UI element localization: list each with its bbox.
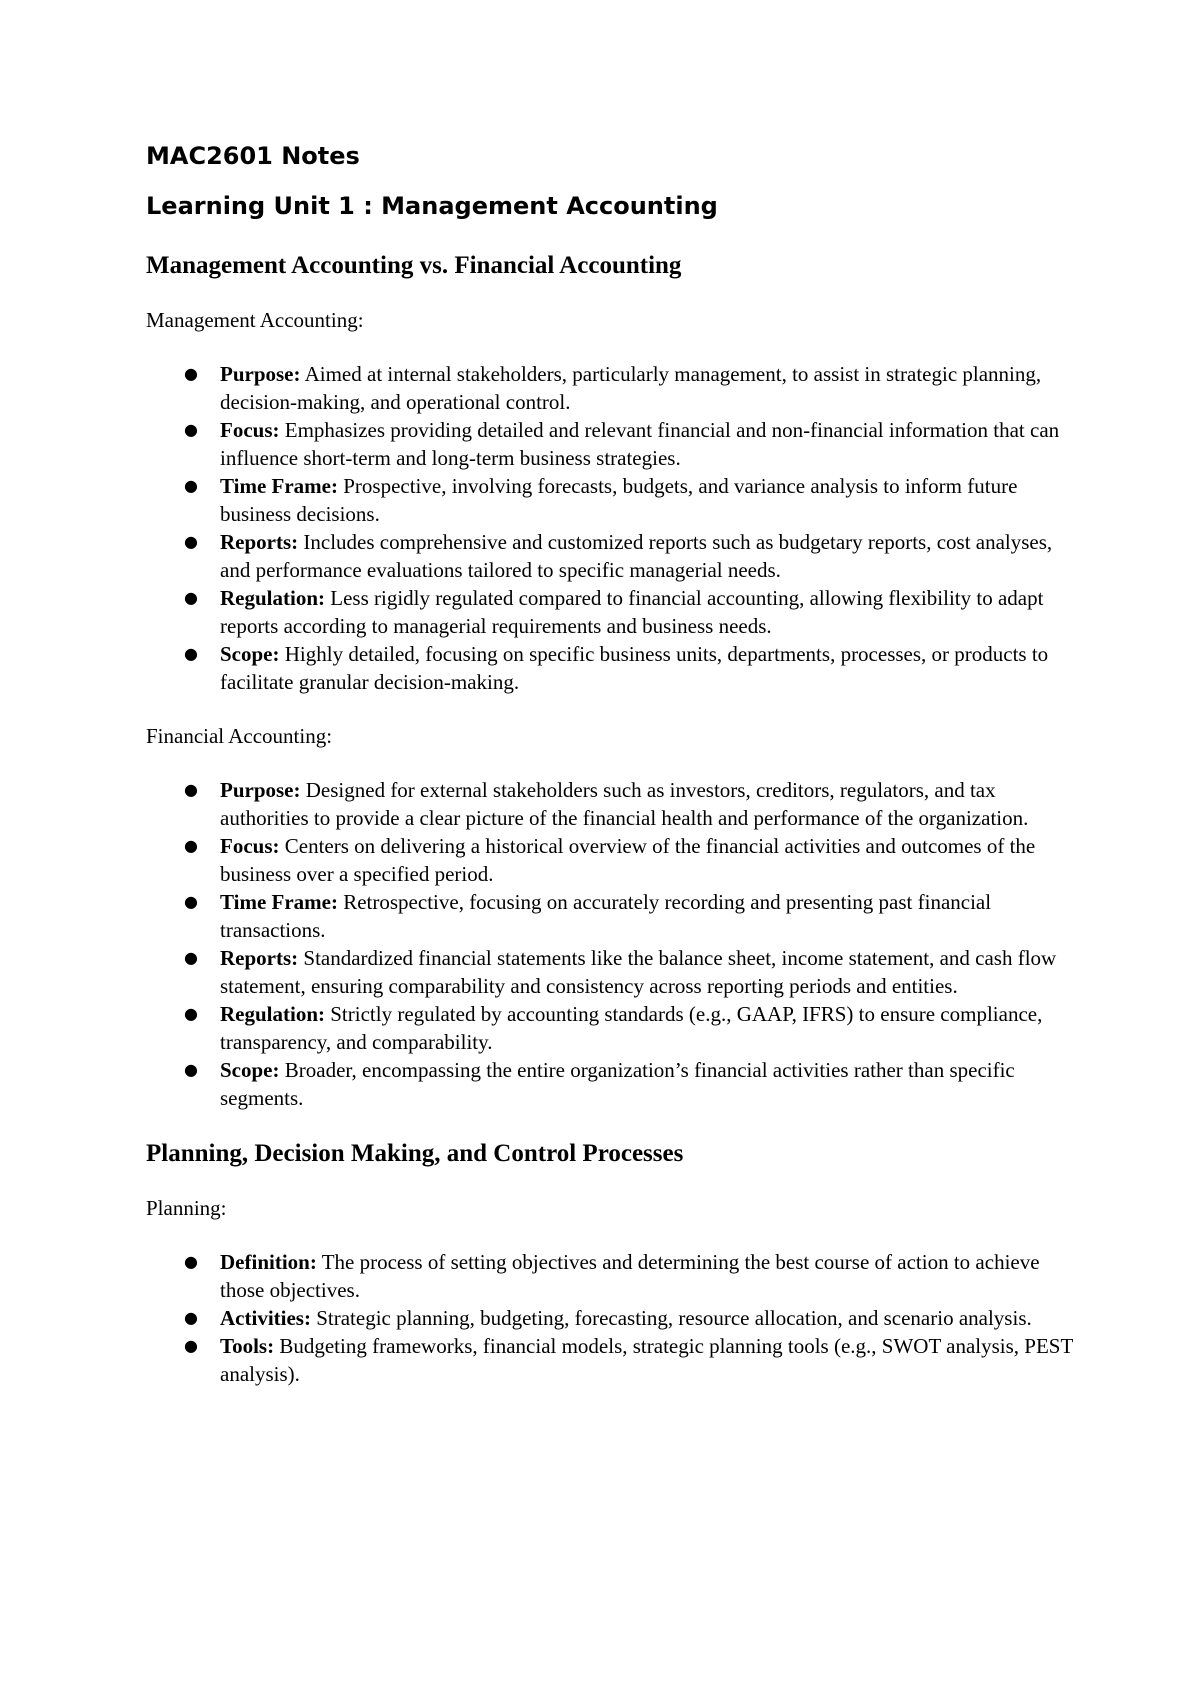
item-term: Tools: [220,1334,275,1358]
bullet-icon: ● [184,532,198,551]
item-text: The process of setting objectives and determining the best course of action to achieve those objectives. [220,1250,1040,1302]
item-text: Designed for external stakeholders such as investors, creditors, regulators, and tax authorities to provide a clear picture of the financial health and performance of the organization. [220,778,1029,830]
financial-accounting-list [146,776,1076,1112]
bullet-icon: ● [184,644,198,663]
document-title: MAC2601 Notes [146,142,360,170]
item-term: Focus: [220,834,280,858]
item-term: Activities: [220,1306,311,1330]
subheading-management-accounting: Management Accounting: [146,308,364,332]
item-text: Strategic planning, budgeting, forecasting, resource allocation, and scenario analysis. [316,1306,1032,1330]
list-item [146,1248,1076,1304]
list-item [146,944,1076,1000]
planning-list [146,1248,1076,1388]
list-item [146,528,1076,584]
item-term: Time Frame: [220,890,338,914]
bullet-icon: ● [184,948,198,967]
item-term: Regulation: [220,1002,325,1026]
item-text: Broader, encompassing the entire organization’s financial activities rather than specific segments. [220,1058,1015,1110]
bullet-icon: ● [184,588,198,607]
bullet-icon: ● [184,1252,198,1271]
list-item [146,1000,1076,1056]
item-term: Purpose: [220,362,301,386]
item-term: Scope: [220,642,280,666]
list-item [146,416,1076,472]
item-text: Standardized financial statements like the balance sheet, income statement, and cash flow statement, ensuring comparability and consistency across reporting periods and entities. [220,946,1057,998]
list-item [146,472,1076,528]
list-item [146,888,1076,944]
item-text: Retrospective, focusing on accurately recording and presenting past financial transactions. [220,890,992,942]
subheading-financial-accounting: Financial Accounting: [146,724,333,748]
item-term: Definition: [220,1250,317,1274]
item-text: Budgeting frameworks, financial models, strategic planning tools (e.g., SWOT analysis, PEST analysis). [220,1334,1073,1386]
bullet-icon: ● [184,1004,198,1023]
list-item [146,1304,1076,1332]
item-text: Highly detailed, focusing on specific business units, departments, processes, or products to facilitate granular decision-making. [220,642,1049,694]
item-term: Focus: [220,418,280,442]
item-text: Includes comprehensive and customized reports such as budgetary reports, cost analyses, and performance evaluations tailored to specific managerial needs. [220,530,1053,582]
bullet-icon: ● [184,1308,198,1327]
bullet-icon: ● [184,420,198,439]
bullet-icon: ● [184,1336,198,1355]
list-item [146,776,1076,832]
item-term: Time Frame: [220,474,338,498]
list-item [146,640,1076,696]
item-term: Regulation: [220,586,325,610]
document-body [146,140,1076,1414]
section-heading-planning-decision-control: Planning, Decision Making, and Control Processes [146,1140,684,1167]
item-text: Centers on delivering a historical overview of the financial activities and outcomes of the business over a specified period. [220,834,1036,886]
list-item [146,360,1076,416]
bullet-icon: ● [184,476,198,495]
unit-title: Learning Unit 1 : Management Accounting [146,192,718,220]
list-item [146,1332,1076,1388]
bullet-icon: ● [184,364,198,383]
bullet-icon: ● [184,892,198,911]
item-term: Scope: [220,1058,280,1082]
subheading-planning: Planning: [146,1196,227,1220]
management-accounting-list [146,360,1076,696]
item-term: Purpose: [220,778,301,802]
list-item [146,832,1076,888]
list-item [146,584,1076,640]
item-text: Aimed at internal stakeholders, particularly management, to assist in strategic planning, decision-making, and operational control. [220,362,1042,414]
item-text: Less rigidly regulated compared to financial accounting, allowing flexibility to adapt reports according to managerial requirements and business needs. [220,586,1044,638]
item-text: Strictly regulated by accounting standards (e.g., GAAP, IFRS) to ensure compliance, transparency, and comparability. [220,1002,1043,1054]
list-item [146,1056,1076,1112]
section-heading-management-vs-financial: Management Accounting vs. Financial Accounting [146,252,682,279]
bullet-icon: ● [184,1060,198,1079]
item-text: Emphasizes providing detailed and relevant financial and non-financial information that can influence short-term and long-term business strategies. [220,418,1060,470]
item-term: Reports: [220,530,299,554]
item-term: Reports: [220,946,299,970]
item-text: Prospective, involving forecasts, budgets, and variance analysis to inform future business decisions. [220,474,1018,526]
bullet-icon: ● [184,836,198,855]
bullet-icon: ● [184,780,198,799]
